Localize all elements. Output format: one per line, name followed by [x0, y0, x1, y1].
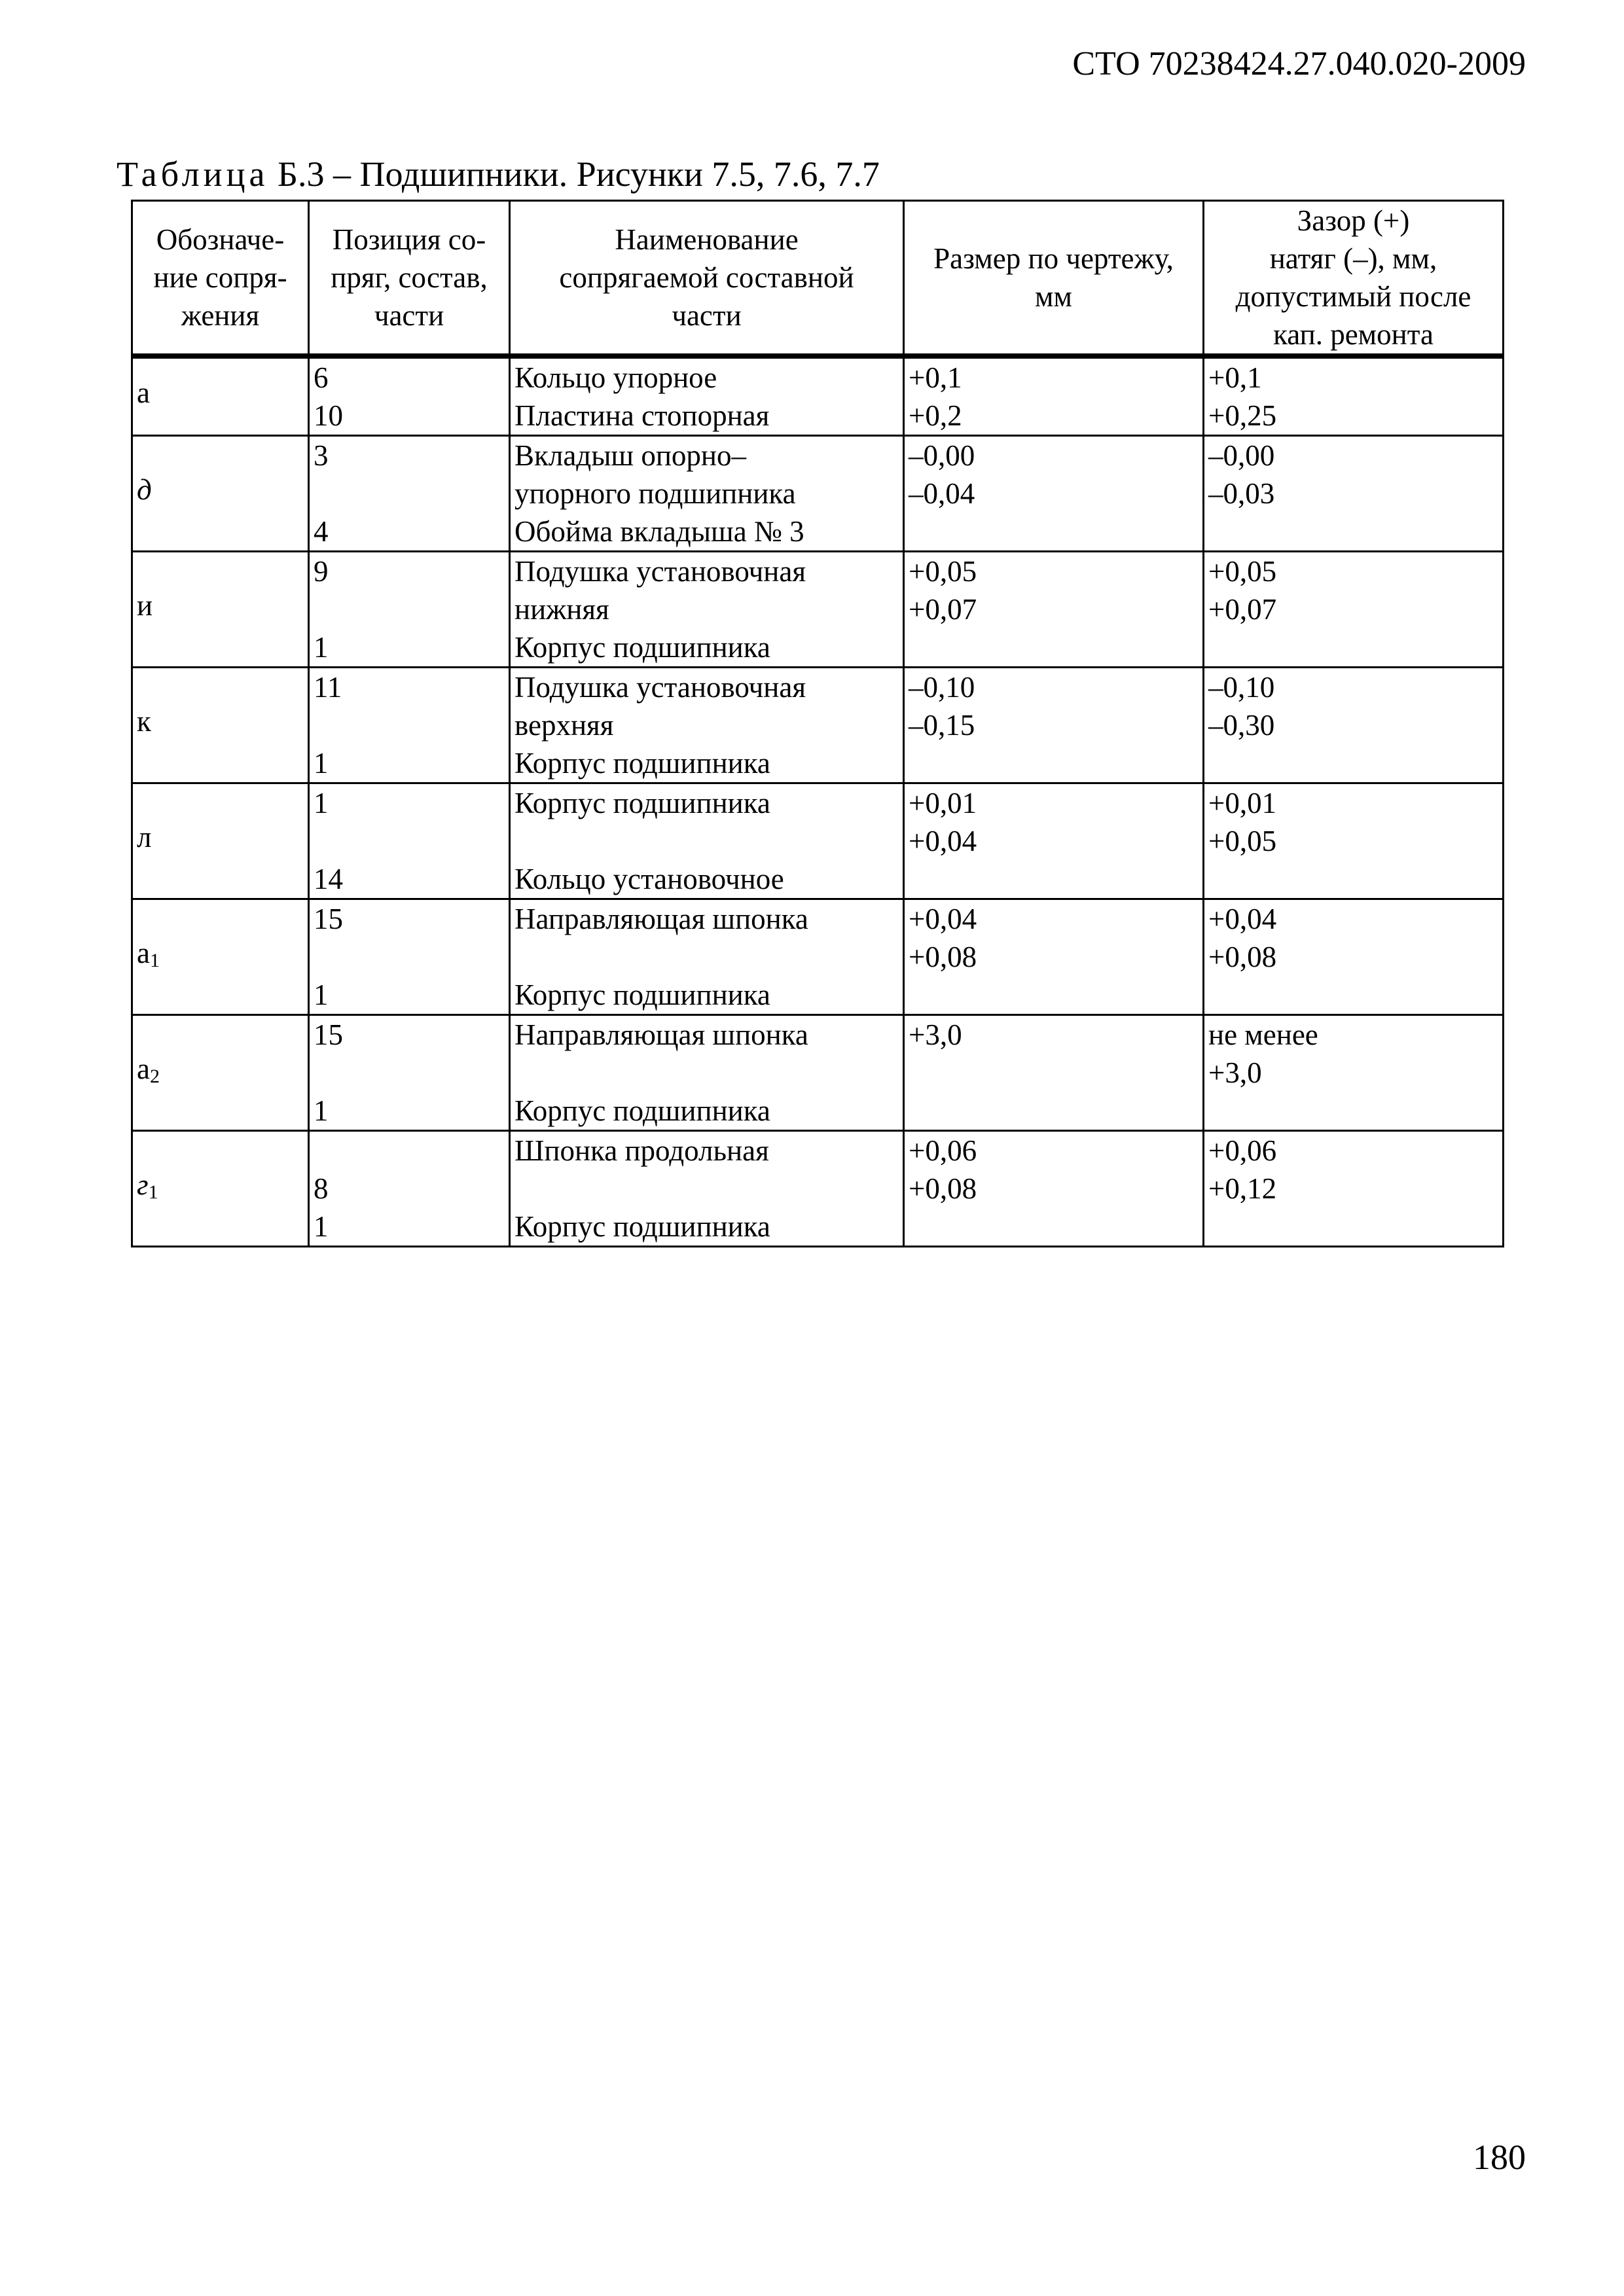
header-designation	[132, 201, 309, 357]
position-line: 14	[314, 863, 343, 895]
header-drawing-size	[904, 201, 1204, 357]
position-line: 1	[314, 787, 329, 819]
clearance-line: не менее	[1208, 1018, 1318, 1051]
designation-letter: д	[137, 473, 152, 506]
clearance-line	[1208, 512, 1498, 550]
part-name-line: Корпус подшипника	[514, 1094, 770, 1127]
drawing-size-line: +3,0	[909, 1018, 962, 1051]
drawing-size-line	[909, 860, 1199, 898]
header-line: Позиция со-	[332, 223, 486, 256]
part-name-line: Корпус подшипника	[514, 631, 770, 664]
clearance-line	[1208, 860, 1498, 898]
designation-cell	[132, 552, 309, 668]
drawing-size-cell	[904, 1015, 1204, 1131]
position-cell	[309, 783, 510, 899]
drawing-size-line: +0,04	[909, 903, 977, 935]
drawing-size-cell	[904, 668, 1204, 783]
position-line: 1	[314, 978, 329, 1011]
designation-cell	[132, 783, 309, 899]
clearance-line: –0,10	[1208, 671, 1275, 704]
clearance-line	[1208, 1092, 1498, 1130]
clearance-line: +0,08	[1208, 941, 1277, 973]
drawing-size-cell	[904, 899, 1204, 1015]
part-name-line: Обойма вкладыша № 3	[514, 515, 804, 548]
header-clearance	[1204, 201, 1504, 357]
drawing-size-cell	[904, 552, 1204, 668]
part-name-cell	[510, 1015, 904, 1131]
table-row	[132, 783, 1504, 899]
part-name-line: Корпус подшипника	[514, 747, 770, 780]
clearance-cell	[1204, 783, 1504, 899]
designation-letter: л	[137, 821, 152, 853]
position-line: 9	[314, 555, 329, 588]
drawing-size-line	[909, 744, 1199, 782]
designation-cell	[132, 436, 309, 552]
header-line: сопрягаемой составной	[559, 261, 854, 294]
header-line: Наименование	[615, 223, 799, 256]
part-name-line: Направляющая шпонка	[514, 1018, 808, 1051]
header-line: допустимый после	[1235, 280, 1471, 313]
table-row	[132, 1131, 1504, 1247]
designation-cell	[132, 356, 309, 436]
drawing-size-line: +0,01	[909, 787, 977, 819]
position-line: 1	[314, 1094, 329, 1127]
designation-cell	[132, 1015, 309, 1131]
clearance-line: +0,12	[1208, 1172, 1277, 1205]
position-cell	[309, 668, 510, 783]
clearance-line: –0,30	[1208, 709, 1275, 742]
page-number: 180	[1473, 2138, 1526, 2177]
caption-text: Б.3 – Подшипники. Рисунки 7.5, 7.6, 7.7	[277, 154, 880, 194]
designation-cell	[132, 899, 309, 1015]
position-line	[314, 590, 505, 628]
designation-letter: а	[137, 376, 150, 409]
clearance-line	[1208, 744, 1498, 782]
header-line: Размер по чертежу,	[933, 242, 1174, 275]
header-line: части	[672, 299, 742, 332]
drawing-size-line: +0,05	[909, 555, 977, 588]
part-name-cell	[510, 356, 904, 436]
position-line: 11	[314, 671, 342, 704]
drawing-size-line: +0,06	[909, 1134, 977, 1167]
clearance-cell	[1204, 436, 1504, 552]
designation-letter: к	[137, 705, 151, 738]
part-name-cell	[510, 1131, 904, 1247]
position-cell	[309, 552, 510, 668]
designation-cell	[132, 668, 309, 783]
position-cell	[309, 1131, 510, 1247]
position-line	[314, 706, 505, 744]
position-line: 1	[314, 1210, 329, 1243]
clearance-line: +0,1	[1208, 361, 1262, 394]
table-row	[132, 1015, 1504, 1131]
designation-subscript: 1	[149, 950, 160, 971]
drawing-size-line: +0,08	[909, 1172, 977, 1205]
clearance-line	[1208, 976, 1498, 1014]
position-cell	[309, 899, 510, 1015]
drawing-size-line	[909, 1092, 1199, 1130]
part-name-cell	[510, 668, 904, 783]
part-name-line: Кольцо установочное	[514, 863, 784, 895]
clearance-line: +0,04	[1208, 903, 1277, 935]
part-name-line: Направляющая шпонка	[514, 903, 808, 935]
clearance-line: –0,00	[1208, 439, 1275, 472]
table-row	[132, 899, 1504, 1015]
drawing-size-line: –0,00	[909, 439, 975, 472]
clearance-line: +0,07	[1208, 593, 1277, 626]
position-line: 10	[314, 399, 343, 432]
clearance-line	[1208, 628, 1498, 666]
bearings-table	[131, 200, 1504, 1247]
drawing-size-line	[909, 1054, 1199, 1092]
drawing-size-line: –0,04	[909, 477, 975, 510]
position-line: 15	[314, 903, 343, 935]
header-line: Зазор (+)	[1297, 204, 1410, 237]
header-part-name	[510, 201, 904, 357]
drawing-size-line	[909, 512, 1199, 550]
header-line: ние сопря-	[153, 261, 287, 294]
position-line: 8	[314, 1172, 329, 1205]
part-name-line: Подушка установочная	[514, 671, 806, 704]
position-cell	[309, 356, 510, 436]
part-name-line	[514, 1170, 899, 1208]
drawing-size-cell	[904, 436, 1204, 552]
drawing-size-line	[909, 976, 1199, 1014]
table-header-row	[132, 201, 1504, 357]
header-line: натяг (–), мм,	[1269, 242, 1437, 275]
table-row	[132, 552, 1504, 668]
clearance-line: +0,05	[1208, 555, 1277, 588]
part-name-line: Шпонка продольная	[514, 1134, 769, 1167]
drawing-size-line: –0,15	[909, 709, 975, 742]
position-line	[314, 938, 505, 976]
part-name-cell	[510, 783, 904, 899]
caption-label: Таблица	[117, 154, 269, 194]
drawing-size-line	[909, 628, 1199, 666]
position-line	[314, 475, 505, 512]
clearance-cell	[1204, 552, 1504, 668]
part-name-cell	[510, 552, 904, 668]
position-cell	[309, 1015, 510, 1131]
part-name-line: Вкладыш опорно–	[514, 439, 747, 472]
part-name-line: Пластина стопорная	[514, 399, 770, 432]
clearance-line	[1208, 1208, 1498, 1246]
clearance-cell	[1204, 668, 1504, 783]
designation-letter: а	[137, 1052, 150, 1085]
clearance-cell	[1204, 356, 1504, 436]
position-line: 3	[314, 439, 329, 472]
clearance-line: +0,01	[1208, 787, 1277, 819]
designation-letter: и	[137, 589, 153, 622]
header-line: кап. ремонта	[1273, 318, 1434, 351]
designation-letter: г	[137, 1168, 149, 1201]
position-line: 4	[314, 515, 329, 548]
header-line: пряг, состав,	[331, 261, 488, 294]
header-position	[309, 201, 510, 357]
part-name-line: нижняя	[514, 593, 609, 626]
clearance-line: +0,06	[1208, 1134, 1277, 1167]
table-row	[132, 356, 1504, 436]
part-name-line	[514, 1054, 899, 1092]
position-line	[314, 1054, 505, 1092]
position-line: 6	[314, 361, 329, 394]
part-name-line: упорного подшипника	[514, 477, 796, 510]
document-code: СТО 70238424.27.040.020-2009	[1072, 45, 1526, 82]
part-name-line: Корпус подшипника	[514, 978, 770, 1011]
part-name-cell	[510, 436, 904, 552]
part-name-cell	[510, 899, 904, 1015]
part-name-line: Корпус подшипника	[514, 1210, 770, 1243]
part-name-line	[514, 938, 899, 976]
clearance-cell	[1204, 899, 1504, 1015]
table-caption	[117, 154, 880, 194]
clearance-line: +3,0	[1208, 1056, 1262, 1089]
table-row	[132, 668, 1504, 783]
position-line	[314, 822, 505, 860]
drawing-size-line: +0,07	[909, 593, 977, 626]
clearance-line: +0,05	[1208, 825, 1277, 857]
part-name-line: верхняя	[514, 709, 614, 742]
header-line: Обозначе-	[156, 223, 285, 256]
position-line: 1	[314, 631, 329, 664]
drawing-size-cell	[904, 1131, 1204, 1247]
drawing-size-cell	[904, 783, 1204, 899]
table-row	[132, 436, 1504, 552]
part-name-line: Подушка установочная	[514, 555, 806, 588]
header-line: жения	[181, 299, 260, 332]
designation-letter: а	[137, 937, 150, 969]
drawing-size-line: +0,1	[909, 361, 962, 394]
drawing-size-cell	[904, 356, 1204, 436]
clearance-line: +0,25	[1208, 399, 1277, 432]
header-line: части	[374, 299, 444, 332]
clearance-cell	[1204, 1131, 1504, 1247]
part-name-line	[514, 822, 899, 860]
drawing-size-line: –0,10	[909, 671, 975, 704]
drawing-size-line: +0,04	[909, 825, 977, 857]
designation-subscript: 1	[148, 1181, 158, 1203]
clearance-line: –0,03	[1208, 477, 1275, 510]
position-line: 15	[314, 1018, 343, 1051]
drawing-size-line: +0,08	[909, 941, 977, 973]
clearance-cell	[1204, 1015, 1504, 1131]
drawing-size-line	[909, 1208, 1199, 1246]
designation-cell	[132, 1131, 309, 1247]
position-cell	[309, 436, 510, 552]
position-line	[314, 1132, 505, 1170]
designation-subscript: 2	[149, 1066, 160, 1087]
part-name-line: Корпус подшипника	[514, 787, 770, 819]
part-name-line: Кольцо упорное	[514, 361, 717, 394]
drawing-size-line: +0,2	[909, 399, 962, 432]
header-line: мм	[1035, 280, 1072, 313]
position-line: 1	[314, 747, 329, 780]
